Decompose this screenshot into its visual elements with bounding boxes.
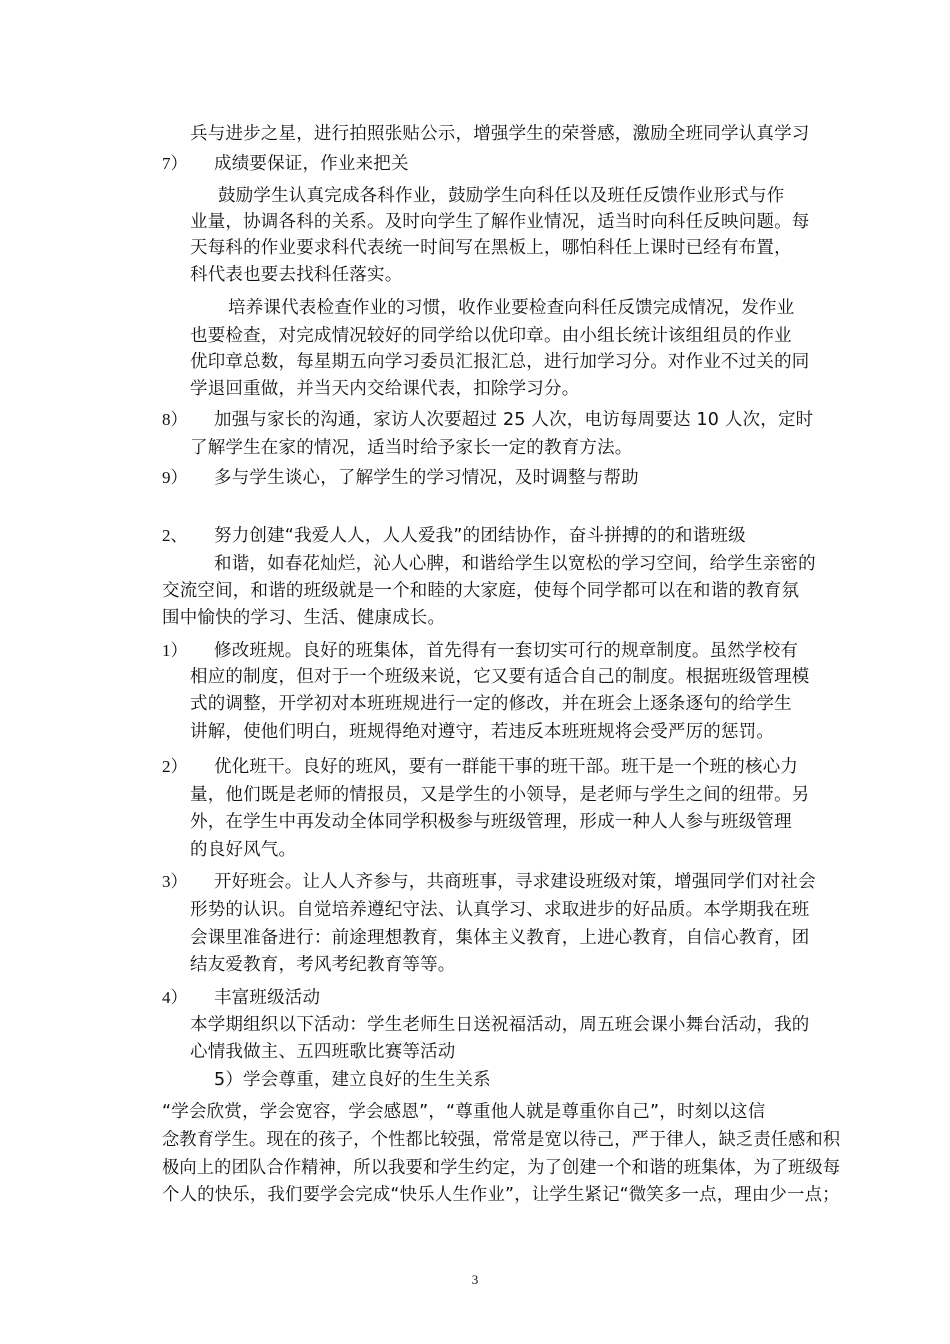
text-line: 围中愉快的学习、生活、健康成长。 xyxy=(162,608,446,628)
text-line: 相应的制度，但对于一个班级来说，它又要有适合自己的制度。根据班级管理模 xyxy=(190,667,810,687)
section-heading: 努力创建“我爱人人，人人爱我”的团结协作，奋斗拼搏的的和谐班级 xyxy=(214,526,746,546)
list-item-heading: 成绩要保证，作业来把关 xyxy=(214,154,409,174)
text-line: 结友爱教育，考风考纪教育等等。 xyxy=(190,955,456,975)
text-line: 优印章总数，每星期五向学习委员汇报汇总，进行加学习分。对作业不过关的同 xyxy=(190,352,810,372)
text-line: 个人的快乐，我们要学会完成“快乐人生作业”，让学生紧记“微笑多一点，理由少一点； xyxy=(162,1185,840,1205)
text-line: 天每科的作业要求科代表统一时间写在黑板上，哪怕科任上课时已经有布置， xyxy=(190,238,792,258)
list-item-heading: 丰富班级活动 xyxy=(214,988,321,1008)
text-line: 了解学生在家的情况，适当时给予家长一定的教育方法。 xyxy=(190,438,633,458)
list-number: 1） xyxy=(162,641,188,660)
text-line: 讲解，使他们明白，班规得绝对遵守，若违反本班班规将会受严厉的惩罚。 xyxy=(190,722,775,742)
text-line: 式的调整，开学初对本班班规进行一定的修改，并在班会上逐条逐句的给学生 xyxy=(190,694,792,714)
text-line: 培养课代表检查作业的习惯，收作业要检查向科任反馈完成情况，发作业 xyxy=(228,298,795,318)
list-item-heading: 加强与家长的沟通，家访人次要超过 25 人次，电访每周要达 10 人次，定时 xyxy=(214,410,814,430)
text-line: 科代表也要去找科任落实。 xyxy=(190,265,403,285)
text-line: 外，在学生中再发动全体同学积极参与班级管理，形成一种人人参与班级管理 xyxy=(190,812,792,832)
text-line: 形势的认识。自觉培养遵纪守法、认真学习、求取进步的好品质。本学期我在班 xyxy=(190,900,810,920)
text-line: 极向上的团队合作精神，所以我要和学生约定，为了创建一个和谐的班集体，为了班级每 xyxy=(162,1158,841,1178)
text-line: 的良好风气。 xyxy=(190,840,297,860)
page-number: 3 xyxy=(471,1272,479,1287)
list-item-heading: 5）学会尊重，建立良好的生生关系 xyxy=(214,1070,491,1090)
text-line: 学退回重做，并当天内交给课代表，扣除学习分。 xyxy=(190,379,580,399)
text-line: 兵与进步之星，进行拍照张贴公示，增强学生的荣誉感，激励全班同学认真学习 xyxy=(190,124,810,144)
list-item-heading: 修改班规。良好的班集体，首先得有一套切实可行的规章制度。虽然学校有 xyxy=(214,641,799,661)
list-number: 8） xyxy=(162,410,188,429)
text-line: 和谐，如春花灿烂，沁人心脾，和谐给学生以宽松的学习空间，给学生亲密的 xyxy=(214,554,816,574)
list-number: 9） xyxy=(162,468,188,487)
text-line: 会课里准备进行：前途理想教育，集体主义教育，上进心教育，自信心教育，团 xyxy=(190,928,810,948)
list-number: 7） xyxy=(162,154,188,173)
list-item-heading: 优化班干。良好的班风，要有一群能干事的班干部。班干是一个班的核心力 xyxy=(214,757,799,777)
text-line: 心情我做主、五四班歌比赛等活动 xyxy=(190,1042,456,1062)
text-line: 也要检查，对完成情况较好的同学给以优印章。由小组长统计该组组员的作业 xyxy=(190,326,792,346)
text-line: 业量，协调各科的关系。及时向学生了解作业情况，适当时向科任反映问题。每 xyxy=(190,212,810,232)
list-item-heading: 多与学生谈心，了解学生的学习情况，及时调整与帮助 xyxy=(214,468,639,488)
text-line: 交流空间，和谐的班级就是一个和睦的大家庭，使每个同学都可以在和谐的教育氛 xyxy=(162,581,800,601)
list-number: 3） xyxy=(162,872,188,891)
list-number: 2） xyxy=(162,757,188,776)
list-number: 4） xyxy=(162,988,188,1007)
list-item-heading: 开好班会。让人人齐参与，共商班事，寻求建设班级对策，增强同学们对社会 xyxy=(214,872,816,892)
text-line: 量，他们既是老师的情报员，又是学生的小领导，是老师与学生之间的纽带。另 xyxy=(190,785,810,805)
text-line: 鼓励学生认真完成各科作业，鼓励学生向科任以及班任反馈作业形式与作 xyxy=(218,186,785,206)
text-line: 念教育学生。现在的孩子，个性都比较强，常常是宽以待己，严于律人，缺乏责任感和积 xyxy=(162,1130,841,1150)
text-line: “学会欣赏，学会宽容，学会感恩”，“尊重他人就是尊重你自己”，时刻以这信 xyxy=(162,1102,766,1122)
section-number: 2、 xyxy=(162,526,188,545)
text-line: 本学期组织以下活动：学生老师生日送祝福活动，周五班会课小舞台活动，我的 xyxy=(190,1015,810,1035)
